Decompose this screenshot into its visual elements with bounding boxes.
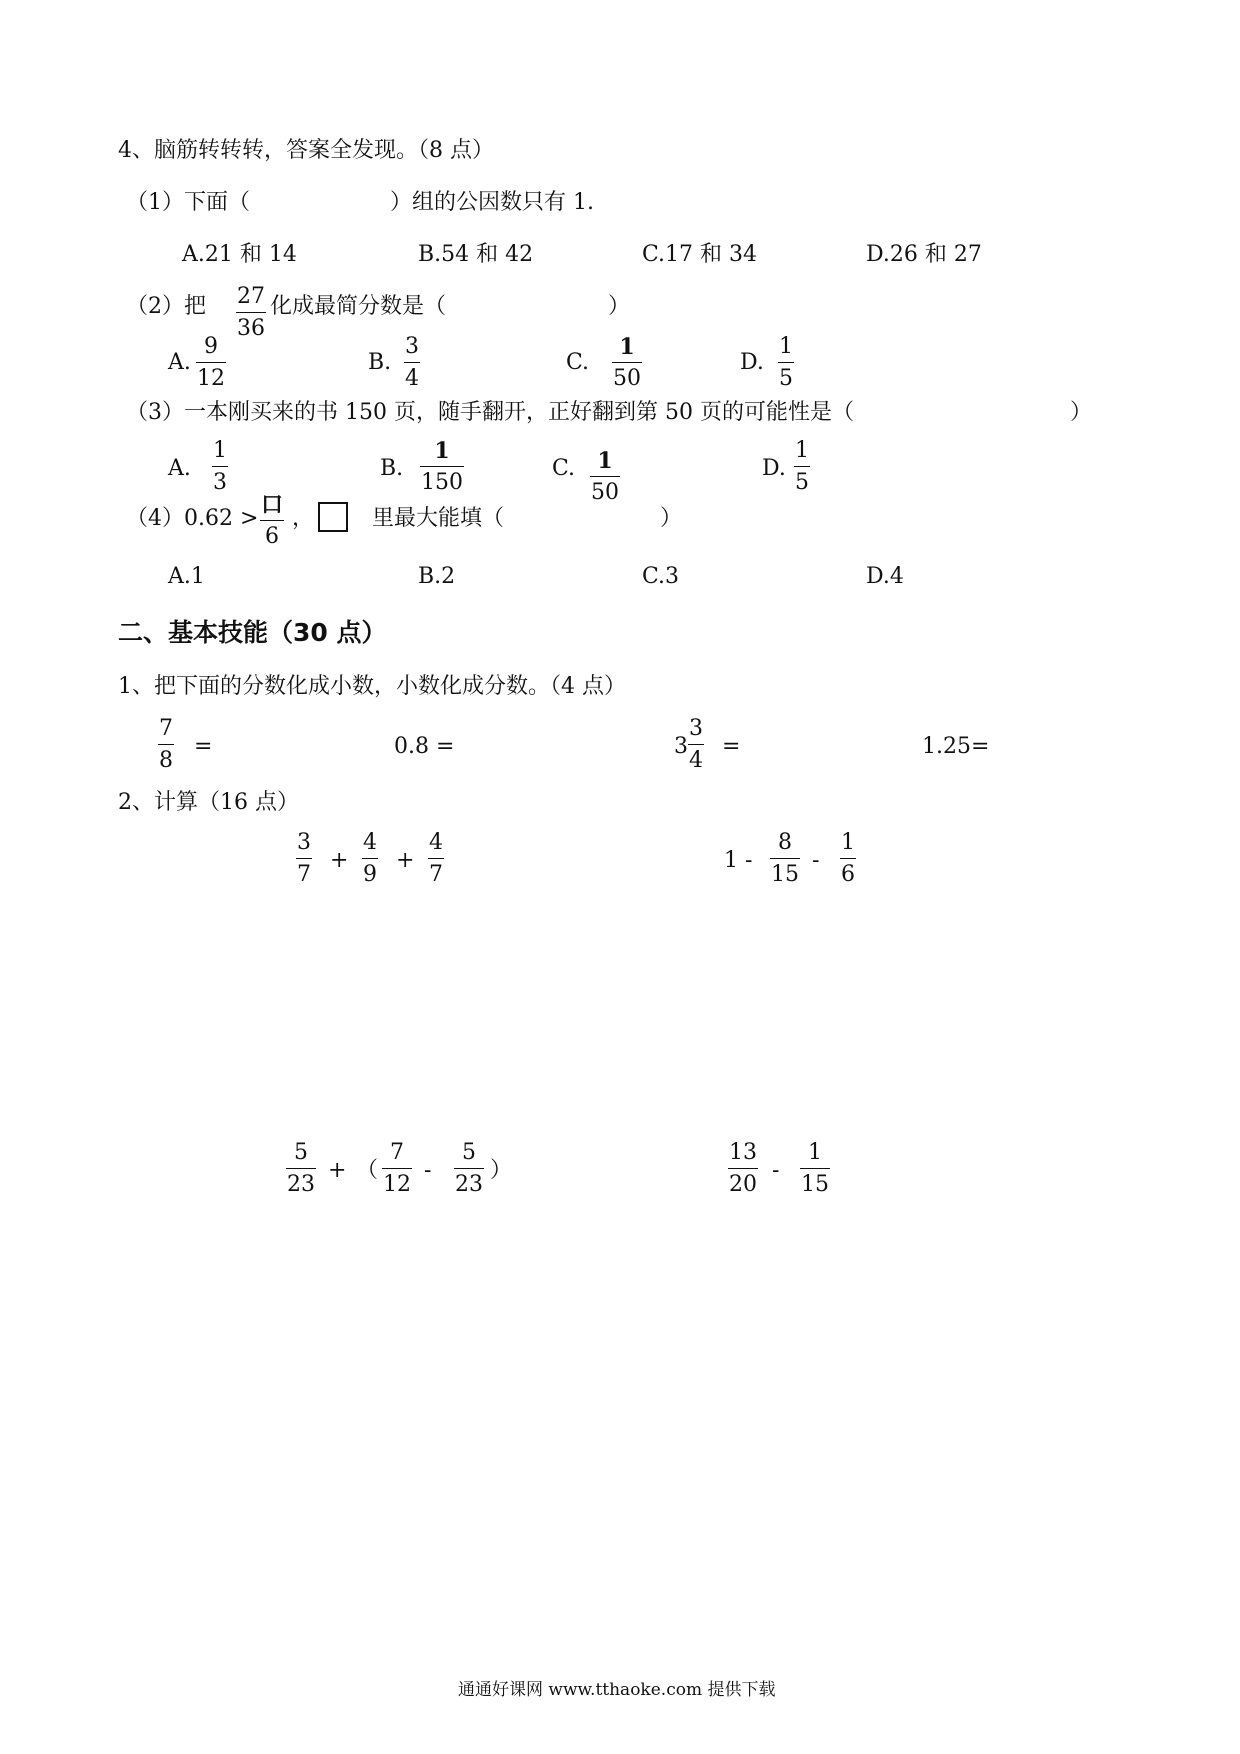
- s2-q2-title: 2、计算（16 点）: [118, 790, 299, 815]
- q4-2-option-a-letter: A.: [168, 350, 191, 375]
- q4-4-option-b: B.2: [418, 564, 456, 589]
- q4-3-option-d-fraction: [794, 440, 810, 494]
- q4-2-prompt-end: ）: [608, 294, 631, 319]
- e1-f3-den: 7: [429, 862, 443, 887]
- q4-2-option-b-den: 4: [405, 366, 419, 391]
- q4-3-option-c-den: 50: [591, 480, 619, 505]
- e4-op-1: -: [772, 1158, 780, 1183]
- s2-q1-item1-num: 7: [158, 718, 174, 745]
- q4-3-option-b-num: 1: [420, 440, 464, 467]
- q4-1-option-a: A.21 和 14: [182, 242, 297, 267]
- page-footer: 通通好课网 www.tthaoke.com 提供下载: [458, 1680, 776, 1700]
- e4-f1-den: 20: [729, 1172, 757, 1197]
- q4-3-option-d-den: 5: [795, 470, 809, 495]
- q4-3-option-b-den: 150: [421, 470, 463, 495]
- q4-3-option-d-num: 1: [794, 440, 810, 467]
- e3-f2-num: 7: [382, 1142, 412, 1169]
- q4-4-fraction: [260, 494, 284, 548]
- q4-2-prompt-start: （2）把: [126, 294, 206, 319]
- q4-3-option-a-den: 3: [213, 470, 227, 495]
- s2-q1-item1-equals: =: [194, 734, 213, 759]
- q4-3-option-c-num: 1: [590, 450, 620, 477]
- e3-fraction-3: [454, 1142, 484, 1196]
- q4-4-prompt-end: ）: [660, 506, 683, 531]
- e3-right-paren: ）: [490, 1158, 513, 1183]
- q4-title: 4、脑筋转转转，答案全发现。（8 点）: [118, 138, 494, 163]
- q4-3-prompt-end: ）: [1070, 400, 1093, 425]
- e3-f1-num: 5: [286, 1142, 316, 1169]
- e4-f2-num: 1: [800, 1142, 830, 1169]
- e2-op-1: -: [812, 848, 820, 873]
- q4-2-option-a-den: 12: [197, 366, 225, 391]
- e3-fraction-2: [382, 1142, 412, 1196]
- e3-f3-num: 5: [454, 1142, 484, 1169]
- q4-2-option-c-num: 1: [612, 336, 642, 363]
- q4-2-option-a-fraction: [196, 336, 226, 390]
- s2-q1-item3-den: 4: [689, 748, 703, 773]
- e2-f2-den: 6: [841, 862, 855, 887]
- section-2-heading: 二、基本技能（30 点）: [118, 618, 387, 647]
- q4-3-option-c-fraction: [590, 450, 620, 504]
- s2-q1-item3-equals: =: [722, 734, 741, 759]
- q4-4-prompt-mid: 里最大能填（: [372, 506, 505, 531]
- q4-2-fraction: [236, 286, 266, 340]
- q4-2-option-d-num: 1: [778, 336, 794, 363]
- q4-3-option-d-letter: D.: [762, 456, 786, 481]
- q4-4-option-c: C.3: [642, 564, 680, 589]
- answer-box: [318, 502, 348, 532]
- q4-1-prompt-end: ）组的公因数只有 1.: [390, 190, 594, 215]
- q4-1-option-c: C.17 和 34: [642, 242, 758, 267]
- e1-fraction-2: [362, 832, 378, 886]
- q4-1-prompt-start: （1）下面（: [126, 190, 250, 215]
- q4-2-option-b-fraction: [404, 336, 420, 390]
- e2-f1-num: 8: [770, 832, 800, 859]
- q4-4-fraction-den: 6: [265, 524, 279, 549]
- q4-3-prompt: （3）一本刚买来的书 150 页，随手翻开，正好翻到第 50 页的可能性是（: [126, 400, 854, 425]
- q4-2-fraction-num: 27: [236, 286, 266, 313]
- q4-3-option-b-fraction: [420, 440, 464, 494]
- q4-4-option-d: D.4: [866, 564, 904, 589]
- e4-f2-den: 15: [801, 1172, 829, 1197]
- q4-2-option-b-num: 3: [404, 336, 420, 363]
- e1-f3-num: 4: [428, 832, 444, 859]
- e3-fraction-1: [286, 1142, 316, 1196]
- q4-2-option-a-num: 9: [196, 336, 226, 363]
- s2-q1-item1-fraction: [158, 718, 174, 772]
- q4-1-option-d: D.26 和 27: [866, 242, 982, 267]
- e3-f1-den: 23: [287, 1172, 315, 1197]
- s2-q1-item1-den: 8: [159, 748, 173, 773]
- e2-fraction-1: [770, 832, 800, 886]
- q4-1-option-b: B.54 和 42: [418, 242, 534, 267]
- q4-4-prompt-start: （4）0.62 >: [126, 506, 259, 531]
- s2-q1-item2: 0.8 =: [394, 734, 455, 759]
- e2-f2-num: 1: [840, 832, 856, 859]
- e4-fraction-1: [728, 1142, 758, 1196]
- q4-4-comma: ，: [292, 506, 315, 531]
- e1-f2-den: 9: [363, 862, 377, 887]
- s2-q1-item4: 1.25=: [922, 734, 990, 759]
- e1-f1-den: 7: [297, 862, 311, 887]
- e3-op-1: +: [328, 1158, 347, 1183]
- q4-3-option-c-letter: C.: [552, 456, 576, 481]
- e4-f1-num: 13: [728, 1142, 758, 1169]
- q4-3-option-a-fraction: [212, 440, 228, 494]
- e1-fraction-3: [428, 832, 444, 886]
- s2-q1-item3-whole: 3: [674, 734, 688, 759]
- q4-2-option-c-letter: C.: [566, 350, 590, 375]
- e2-fraction-2: [840, 832, 856, 886]
- e3-left-paren: （: [356, 1158, 379, 1183]
- e1-op-2: +: [396, 848, 415, 873]
- q4-2-option-c-den: 50: [613, 366, 641, 391]
- e3-f2-den: 12: [383, 1172, 411, 1197]
- e1-fraction-1: [296, 832, 312, 886]
- q4-3-option-a-num: 1: [212, 440, 228, 467]
- e4-fraction-2: [800, 1142, 830, 1196]
- q4-4-option-a: A.1: [168, 564, 205, 589]
- q4-2-option-c-fraction: [612, 336, 642, 390]
- q4-2-option-d-fraction: [778, 336, 794, 390]
- q4-3-option-a-letter: A.: [168, 456, 191, 481]
- q4-2-option-d-letter: D.: [740, 350, 764, 375]
- q4-3-option-b-letter: B.: [380, 456, 404, 481]
- e2-f1-den: 15: [771, 862, 799, 887]
- s2-q1-item3-fraction: [688, 718, 704, 772]
- e2-lead: 1 -: [724, 848, 753, 873]
- q4-2-fraction-den: 36: [237, 316, 265, 341]
- e1-f2-num: 4: [362, 832, 378, 859]
- e3-f3-den: 23: [455, 1172, 483, 1197]
- e1-f1-num: 3: [296, 832, 312, 859]
- s2-q1-title: 1、把下面的分数化成小数，小数化成分数。（4 点）: [118, 674, 626, 699]
- e3-op-2: -: [424, 1158, 432, 1183]
- q4-2-prompt-mid: 化成最简分数是（: [270, 294, 447, 319]
- s2-q1-item3-num: 3: [688, 718, 704, 745]
- e1-op-1: +: [330, 848, 349, 873]
- q4-2-option-b-letter: B.: [368, 350, 392, 375]
- q4-4-fraction-num: 口: [260, 494, 284, 521]
- q4-2-option-d-den: 5: [779, 366, 793, 391]
